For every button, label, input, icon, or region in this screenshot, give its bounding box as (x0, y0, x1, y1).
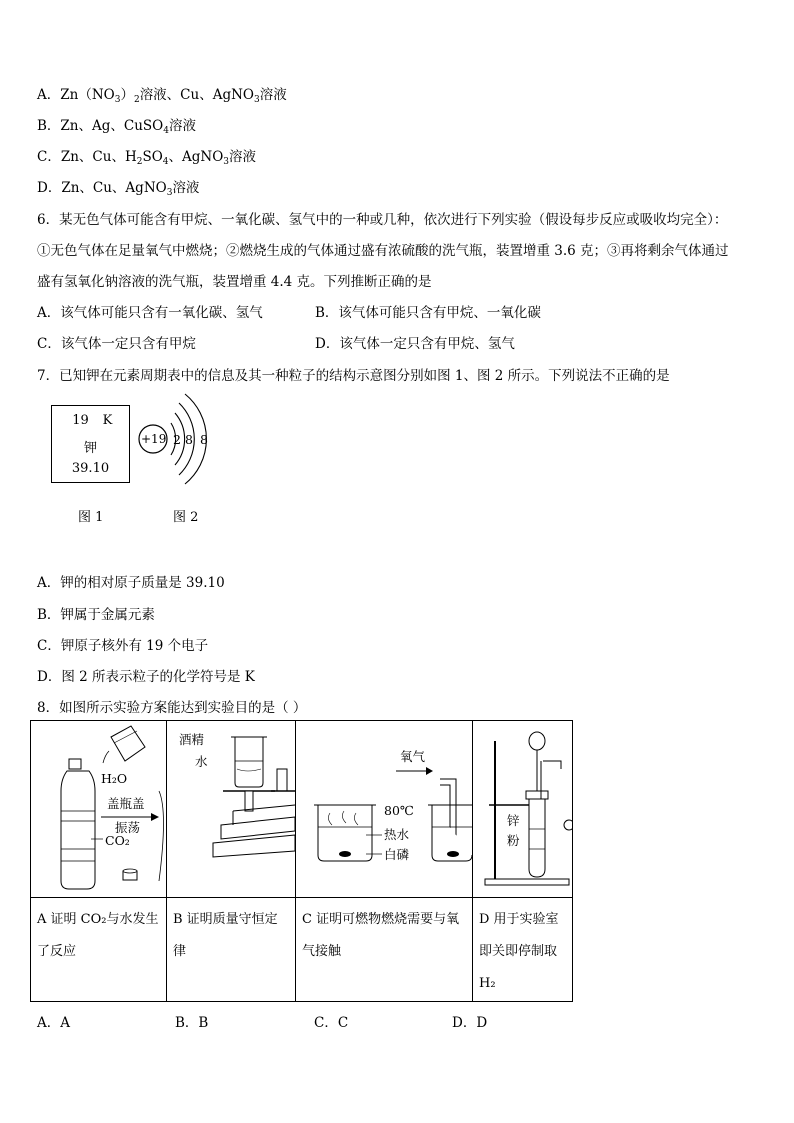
label-temp: 80℃ (384, 803, 414, 818)
label-oxygen: 氧气 (400, 749, 426, 764)
figure-1-caption: 图 1 (78, 510, 104, 525)
q5-option-d: D．Zn、Cu、AgNO$_3$溶液 (37, 180, 200, 198)
experiment-d-caption: D 用于实验室即关即停制取 H₂ (479, 912, 559, 991)
label-cap: 盖瓶盖 (107, 796, 145, 811)
experiment-a-caption: A 证明 CO₂与水发生了反应 (37, 912, 159, 959)
label-co2: CO₂ (105, 833, 130, 848)
experiment-a-caption-cell (31, 898, 167, 1002)
label-hot-water: 热水 (384, 827, 410, 842)
element-symbol: K (102, 413, 113, 428)
q6-stem-line1: 6．某无色气体可能含有甲烷、一氧化碳、氢气中的一种或几种，依次进行下列实验（假设每步反应或吸收均完全）： (37, 212, 728, 228)
label-shake: 振荡 (115, 820, 141, 835)
experiment-a-figure (31, 721, 167, 898)
hydrogen-generator-illustration (473, 721, 572, 898)
experiment-c-caption: C 证明可燃物燃烧需要与氧气接触 (302, 912, 460, 959)
q6-option-d: D．该气体一定只含有甲烷、氢气 (315, 336, 515, 352)
q8-option-c: C．C (314, 1015, 349, 1031)
nucleus-charge: +19 (141, 432, 167, 446)
q5-option-c: C．Zn、Cu、$H_2SO_4$、AgNO$_3$溶液 (37, 149, 257, 167)
label-water-b: 水 (195, 754, 208, 769)
q7-option-b: B．钾属于金属元素 (37, 607, 155, 623)
label-zinc-1: 锌 (507, 813, 520, 828)
q8-option-d: D．D (452, 1015, 488, 1031)
q8-stem: 8．如图所示实验方案能达到实验目的是（ ） (37, 700, 307, 716)
label-zinc-2: 粉 (507, 833, 520, 848)
element-name: 钾 (83, 441, 97, 456)
q5-option-b: B．Zn、Ag、CuSO$_4$溶液 (37, 118, 196, 136)
atomic-number: 19 (72, 413, 89, 428)
q6-option-a: A．该气体可能只含有一氧化碳、氢气 (37, 305, 263, 321)
q6-stem-line2: ①无色气体在足量氧气中燃烧；②燃烧生成的气体通过盛有浓硫酸的洗气瓶，装置增重 3.6 克；③再将剩余气体通过 (37, 243, 729, 259)
experiment-b-caption: B 证明质量守恒定律 (173, 912, 278, 959)
q7-stem: 7．已知钾在元素周期表中的信息及其一种粒子的结构示意图分别如图 1、图 2 所示。下列说法不正确的是 (37, 368, 670, 384)
label-white-phosphorus: 白磷 (384, 847, 410, 862)
experiment-d-caption-cell (473, 898, 573, 1002)
q6-option-b: B．该气体可能只含有甲烷、一氧化碳 (315, 305, 541, 321)
label-water: H₂O (101, 771, 128, 786)
experiment-c-caption-cell (296, 898, 473, 1002)
bottle-shake-illustration (31, 721, 166, 898)
q8-option-a: A．A (37, 1015, 70, 1031)
shell-3-count: 8 (200, 432, 208, 447)
q5-option-a: A．$Zn(NO_3)_2$溶液、Cu、AgNO$_3$溶液 (37, 87, 287, 105)
shell-2-count: 8 (185, 432, 193, 447)
experiment-table (30, 720, 573, 1002)
experiment-c-figure (296, 721, 473, 898)
q7-option-c: C．钾原子核外有 19 个电子 (37, 638, 209, 654)
q7-option-d: D．图 2 所表示粒子的化学符号是 K (37, 669, 255, 685)
label-alcohol: 酒精 (179, 732, 205, 747)
experiment-b-figure (167, 721, 296, 898)
figure-2-caption: 图 2 (173, 510, 199, 525)
q7-option-a: A．钾的相对原子质量是 39.10 (37, 575, 225, 591)
periodic-table-cell (51, 405, 130, 483)
q6-stem-line3: 盛有氢氧化钠溶液的洗气瓶，装置增重 4.4 克。下列推断正确的是 (37, 274, 432, 290)
experiment-d-figure (473, 721, 573, 898)
shell-1-count: 2 (173, 432, 181, 447)
q8-option-b: B．B (175, 1015, 209, 1031)
q6-option-c: C．该气体一定只含有甲烷 (37, 336, 196, 352)
atomic-mass: 39.10 (71, 461, 110, 476)
experiment-b-caption-cell (167, 898, 296, 1002)
